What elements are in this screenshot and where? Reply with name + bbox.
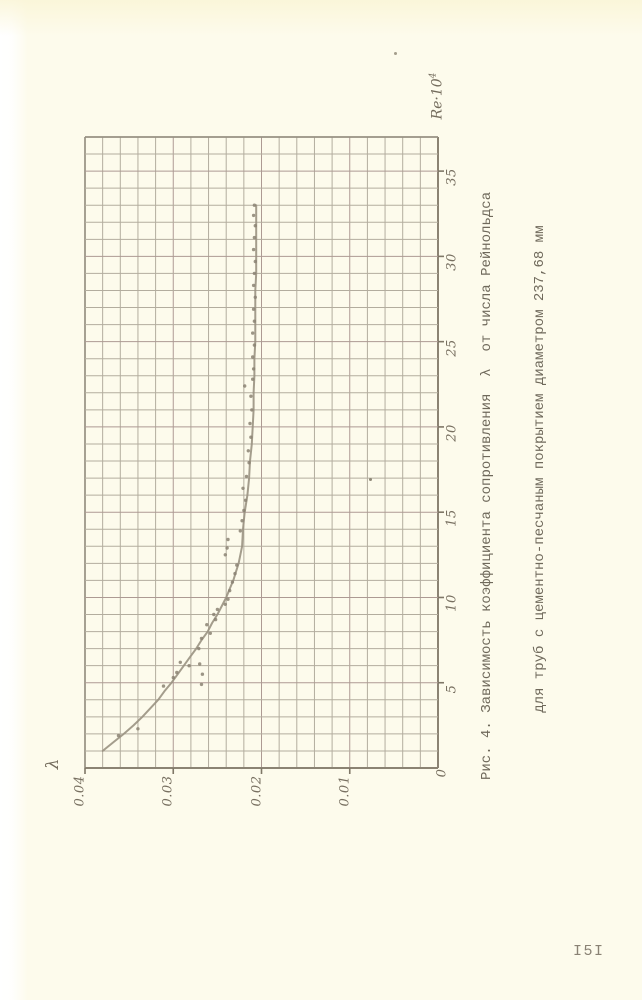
re-tick-label: 35: [444, 168, 460, 186]
ink-speck: [394, 52, 397, 55]
lambda-tick-label: 0.02: [249, 775, 264, 807]
lambda-tick-label: 0.04: [72, 775, 88, 807]
lambda-tick-label: 0.01: [337, 775, 353, 807]
lambda-axis-title: λ: [43, 758, 63, 770]
re-tick-label: 10: [444, 594, 460, 613]
grid-lines: [85, 137, 438, 768]
re-tick-label: 5: [444, 684, 460, 694]
caption-line2: для труб с цементно-песчаным покрытием диаметром 237,68 мм: [531, 225, 548, 713]
figure-caption: [444, 140, 584, 780]
re-axis-title-exponent: 4: [428, 72, 439, 79]
re-tick-label: 25: [444, 338, 460, 357]
origin-zero-label: 0: [434, 768, 450, 778]
caption-line1: Рис. 4. Зависимость коэффициента сопротивления λ от числа Рейнольдса: [479, 191, 495, 780]
re-tick-label: 15: [444, 509, 460, 527]
lambda-tick-label: 0.03: [160, 775, 176, 807]
re-tick-label: 20: [444, 424, 460, 442]
ink-speck: [369, 478, 372, 481]
page-number: I5I: [573, 943, 605, 960]
axis-ticks: [85, 171, 444, 774]
re-tick-label: 30: [444, 253, 460, 272]
re-axis-title-text: Re·10: [429, 78, 446, 120]
re-axis-title: [429, 73, 446, 120]
